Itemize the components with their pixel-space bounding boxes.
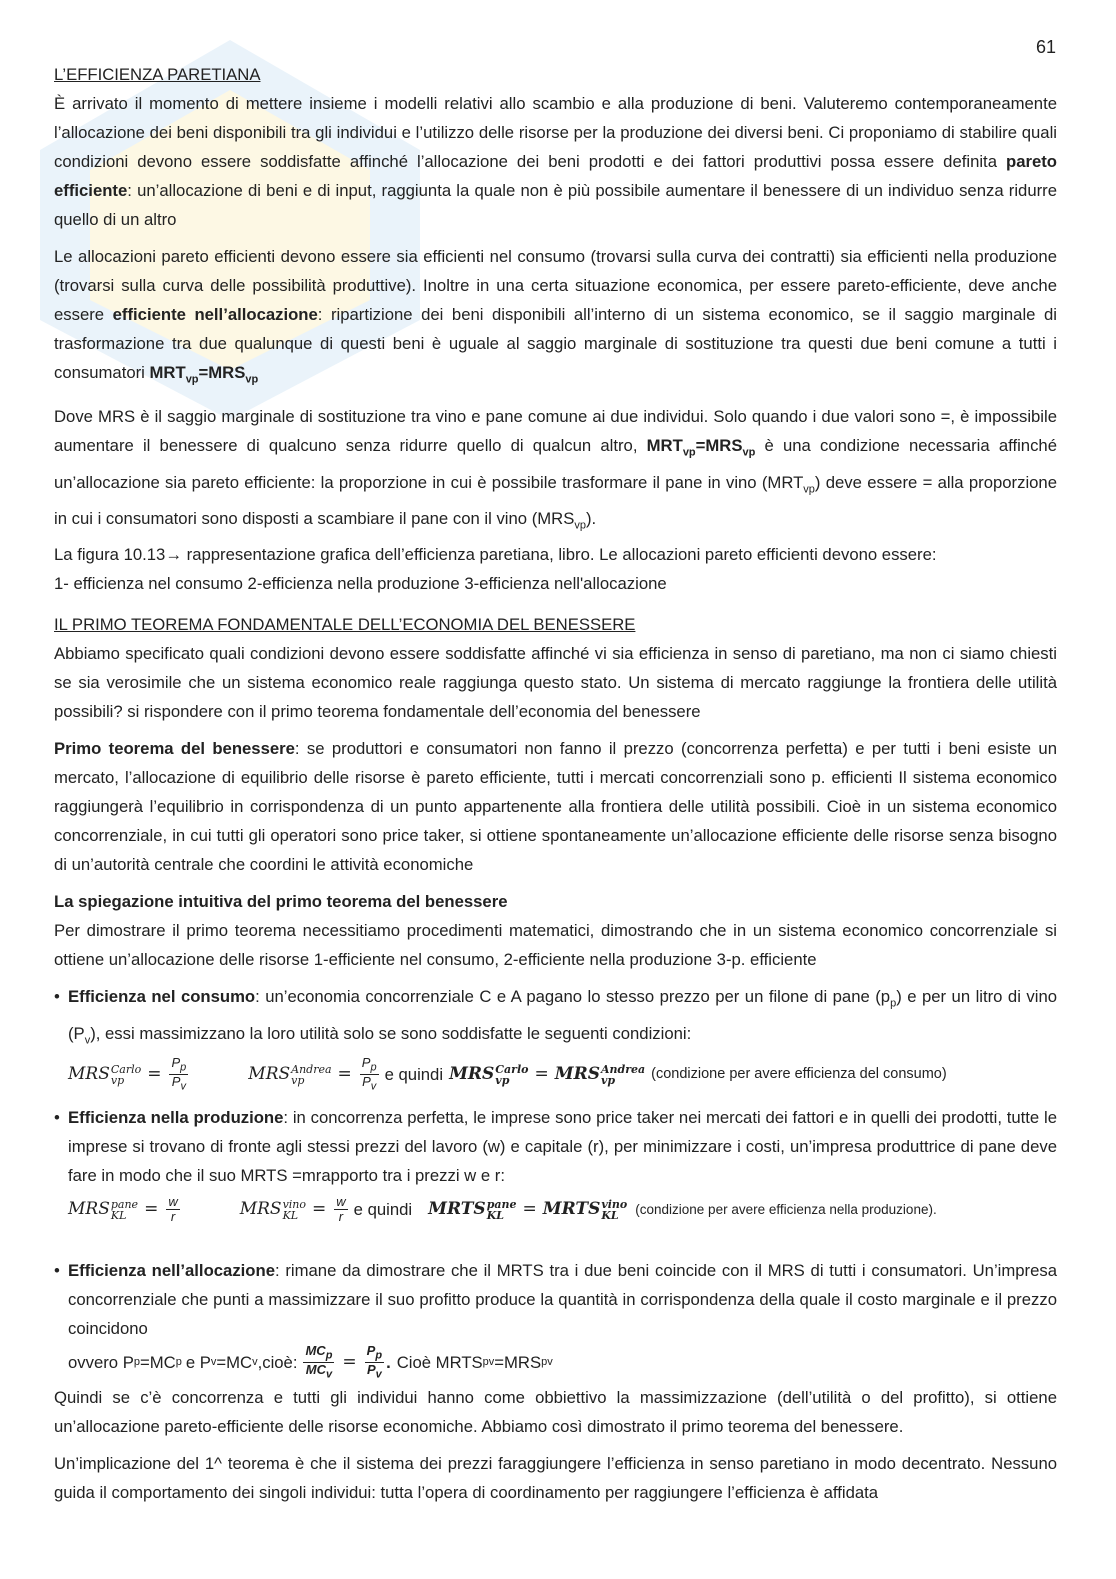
- paragraph: Per dimostrare il primo teorema necessitiamo procedimenti matematici, dimostrando che in un sistema economico concorrenziale si ottiene un’allocazione delle risorse 1-efficiente nel consumo, 2-efficiente nella produzione 3-p. efficiente: [54, 921, 1057, 970]
- paragraph: Dove MRS è il saggio marginale di sostituzione tra vino e pane comune ai due individui. Solo quando i due valori sono =, è impossibile aumentare il benessere di qualcuno senza ridurre quello di qualcun altro, $MRT_{vp}=MRS_{vp}$ è una condizione necessaria affinché un’allocazione sia pareto efficiente: la proporzione in cui è possibile trasformare il pane in vino $(MRT_{vp})$ deve essere = alla proporzione in cui i consumatori sono disposti a scambiare il pane con il vino $(MRS_{vp})$.: [54, 407, 1057, 532]
- paragraph: Quindi se c’è concorrenza e tutti gli individui hanno come obbiettivo la massimizzazione (dell’utilità o del profitto), si ottiene un’allocazione pareto-efficiente delle risorse economiche. Abbiamo così dimostrato il primo teorema del benessere.: [54, 1387, 1057, 1436]
- formula-allocation: ovvero P p = MC p e P v = MC v , cioè: $MC_p$ $MC_v$ = $\frac{P_p}{P_v}$ . Cioè MRTS pv =MRS pv: [68, 1342, 553, 1382]
- page-content: [54, 60, 1057, 1507]
- paragraph: 1- efficienza nel consumo 2-efficienza nella produzione 3-efficienza nell'allocazione: [54, 574, 667, 594]
- page-number: 61: [1035, 37, 1056, 57]
- paragraph: Le allocazioni pareto efficienti devono essere sia efficienti nel consumo (trovarsi sulla curva dei contratti) sia efficienti nella produzione (trovarsi sulla curva delle possibilità produttive). Inoltre in una certa situazione economica, per essere pareto-efficiente, deve anche essere efficiente nell’allocazione: ripartizione dei beni disponibili all’interno di un sistema economico, se il saggio marginale di trasformazione tra due qualunque di questi beni è uguale al saggio marginale di sostituzione tra questi due beni comune a tutti i consumatori $MRT_{vp}=MRS_{vp}$: [54, 247, 1057, 386]
- subsection-title: La spiegazione intuitiva del primo teorema del benessere: [54, 892, 508, 912]
- paragraph: È arrivato il momento di mettere insieme i modelli relativi allo scambio e alla produzione di beni. Valuteremo contemporaneamente l’allocazione dei beni disponibili tra gli individui e l’utilizzo delle risorse per la produzione dei diversi beni. Ci proponiamo di stabilire quali condizioni devono essere soddisfatte affinché l’allocazione dei beni prodotti e dei fattori produttivi possa essere definita pareto efficiente: un’allocazione di beni e di input, raggiunta la quale non è più possibile aumentare il benessere di un individuo senza ridurre quello di un altro: [54, 94, 1057, 229]
- bullet-production: • Efficienza nella produzione: in concorrenza perfetta, le imprese sono price taker nei mercati dei fattori e in quelli dei prodotti, tutte le imprese si trovano di fronte agli stessi prezzi del lavoro (w) e capitale (r), per minimizzare i costi, un’impresa produttrice di pane deve fare in modo che il suo MRTS =mrapporto tra i prezzi w e r:: [54, 1103, 1057, 1190]
- paragraph: Primo teorema del benessere: se produttori e consumatori non fanno il prezzo (concorrenza perfetta) e per tutti i beni esiste un mercato, l’allocazione di equilibrio delle risorse è pareto efficiente, tutti i mercati concorrenziali sono p. efficienti Il sistema economico raggiungerà l’equilibrio in corrispondenza di un punto appartenente alla frontiera delle utilità possibili. Cioè in un sistema economico concorrenziale, in cui tutti gli operatori sono price taker, si ottiene spontaneamente un’allocazione efficiente delle risorse senza bisogno di un’autorità centrale che coordini le attività economiche: [54, 739, 1057, 875]
- bullet-allocation: • Efficienza nell’allocazione: rimane da dimostrare che il MRTS tra i due beni coincide con il MRS di tutti i consumatori. Un’impresa concorrenziale che punti a massimizzare il suo profitto produce la quantità in corrispondenza della quale il costo marginale e il prezzo coincidono: [54, 1256, 1057, 1343]
- formula-production: MRS pane KL = $\frac{w}{r}$ MRS vino KL = $\frac{w}{r}$ e quindi MRTS pane KL = MRTS vino KL (condizione per avere efficienza nella produzione).: [68, 1194, 937, 1225]
- paragraph: Un’implicazione del 1^ teorema è che il sistema dei prezzi faraggiungere l’efficienza in senso paretiano in modo decentrato. Nessuno guida il comportamento dei singoli individui: tutta l’opera di coordinamento per raggiungere l’efficienza è affidata: [54, 1453, 1057, 1502]
- bullet-consumption: • Efficienza nel consumo: un’economia concorrenziale C e A pagano lo stesso prezzo per un filone di pane $(p_p)$ e per un litro di vino $(P_v)$, essi massimizzano la loro utilità solo se sono soddisfatte le seguenti condizioni:: [54, 982, 1057, 1055]
- formula-consumption: MRS Carlo vp = $\frac{P_p}{P_v}$ MRS Andrea vp = $\frac{P_p}{P_v}$ e quindi MRS Carlo vp = MRS Andrea vp (condizione per avere efficienza del consumo): [68, 1054, 947, 1094]
- section-title-paretian: L’EFFICIENZA PARETIANA: [54, 65, 261, 84]
- paragraph: La figura 10.13→ rappresentazione grafica dell’efficienza paretiana, libro. Le allocazioni pareto efficienti devono essere:: [54, 545, 937, 565]
- section-title-first-theorem: IL PRIMO TEOREMA FONDAMENTALE DELL’ECONOMIA DEL BENESSERE: [54, 615, 636, 635]
- paragraph: Abbiamo specificato quali condizioni devono essere soddisfatte affinché vi sia efficienza in senso di paretiano, ma non ci siamo chiesti se sia verosimile che un sistema economico reale raggiunga questo stato. Un sistema di mercato raggiunge la frontiera delle utilità possibili? si rispondere con il primo teorema fondamentale dell’economia del benessere: [54, 644, 1057, 722]
